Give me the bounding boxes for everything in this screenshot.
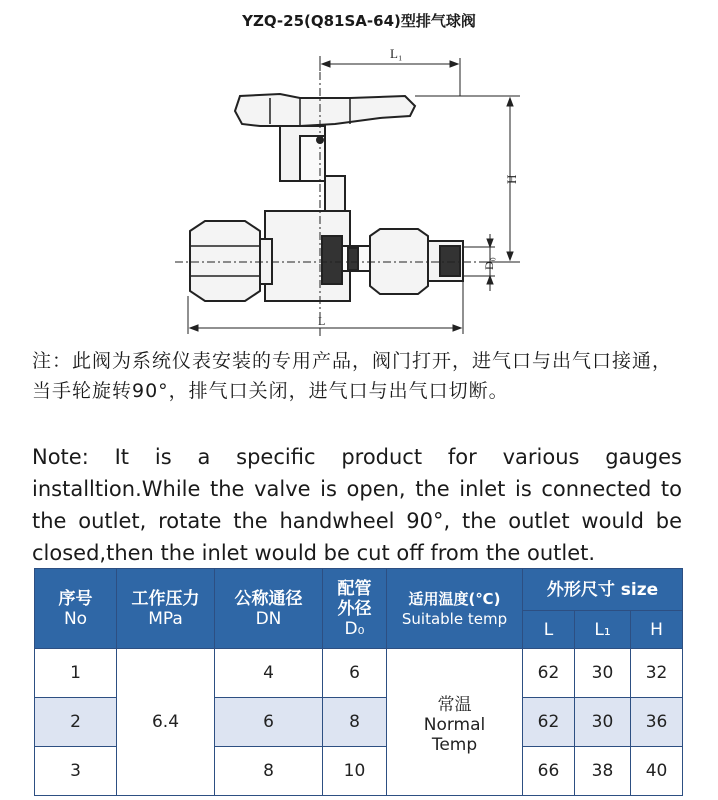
cell-pressure: 6.4 (117, 649, 215, 796)
note-english-line: installtion.While the valve is open, the inlet is connected to (32, 477, 682, 501)
dim-h-label: H (504, 174, 519, 184)
header-size: 外形尺寸 size (523, 569, 683, 611)
note-english (32, 441, 682, 569)
dim-l-label: L (318, 314, 326, 328)
cell-l1: 30 (575, 649, 631, 698)
header-temp: 适用温度(℃) Suitable temp (387, 569, 523, 649)
dim-l1-label: L₁ (390, 46, 403, 61)
table-row (35, 649, 683, 698)
cell-temp: 常温 Normal Temp (387, 649, 523, 796)
header-pipe-od: 配管 外径 D₀ (323, 569, 387, 649)
note-chinese: 注：此阀为系统仪表安装的专用产品，阀门打开，进气口与出气口接通，当手轮旋转90°，排气口关闭，进气口与出气口切断。 (32, 350, 673, 402)
cell-h: 36 (631, 698, 683, 747)
cell-l1: 30 (575, 698, 631, 747)
cell-d0: 10 (323, 747, 387, 796)
cell-no: 2 (35, 698, 117, 747)
cell-l: 62 (523, 698, 575, 747)
dim-d0-label: D₀ (482, 257, 496, 270)
cell-no: 3 (35, 747, 117, 796)
header-l: L (523, 611, 575, 649)
cell-d0: 8 (323, 698, 387, 747)
header-h: H (631, 611, 683, 649)
cell-dn: 8 (215, 747, 323, 796)
cell-dn: 4 (215, 649, 323, 698)
header-dn: 公称通径 DN (215, 569, 323, 649)
cell-l: 66 (523, 747, 575, 796)
note-english-line: Note: It is a specific product for various gauges (32, 445, 682, 469)
note-english-last-line: closed,then the inlet would be cut off from the outlet. (32, 541, 596, 565)
cell-d0: 6 (323, 649, 387, 698)
cell-l1: 38 (575, 747, 631, 796)
cell-h: 40 (631, 747, 683, 796)
note-english-line: the outlet, rotate the handwheel 90°, the outlet would be (32, 509, 682, 533)
cell-no: 1 (35, 649, 117, 698)
cell-l: 62 (523, 649, 575, 698)
header-no: 序号 No (35, 569, 117, 649)
cell-dn: 6 (215, 698, 323, 747)
valve-drawing (150, 36, 570, 341)
header-l1: L₁ (575, 611, 631, 649)
spec-table (34, 568, 683, 796)
header-pressure: 工作压力 MPa (117, 569, 215, 649)
page-title: YZQ-25(Q81SA-64)型排气球阀 (242, 12, 476, 30)
cell-h: 32 (631, 649, 683, 698)
